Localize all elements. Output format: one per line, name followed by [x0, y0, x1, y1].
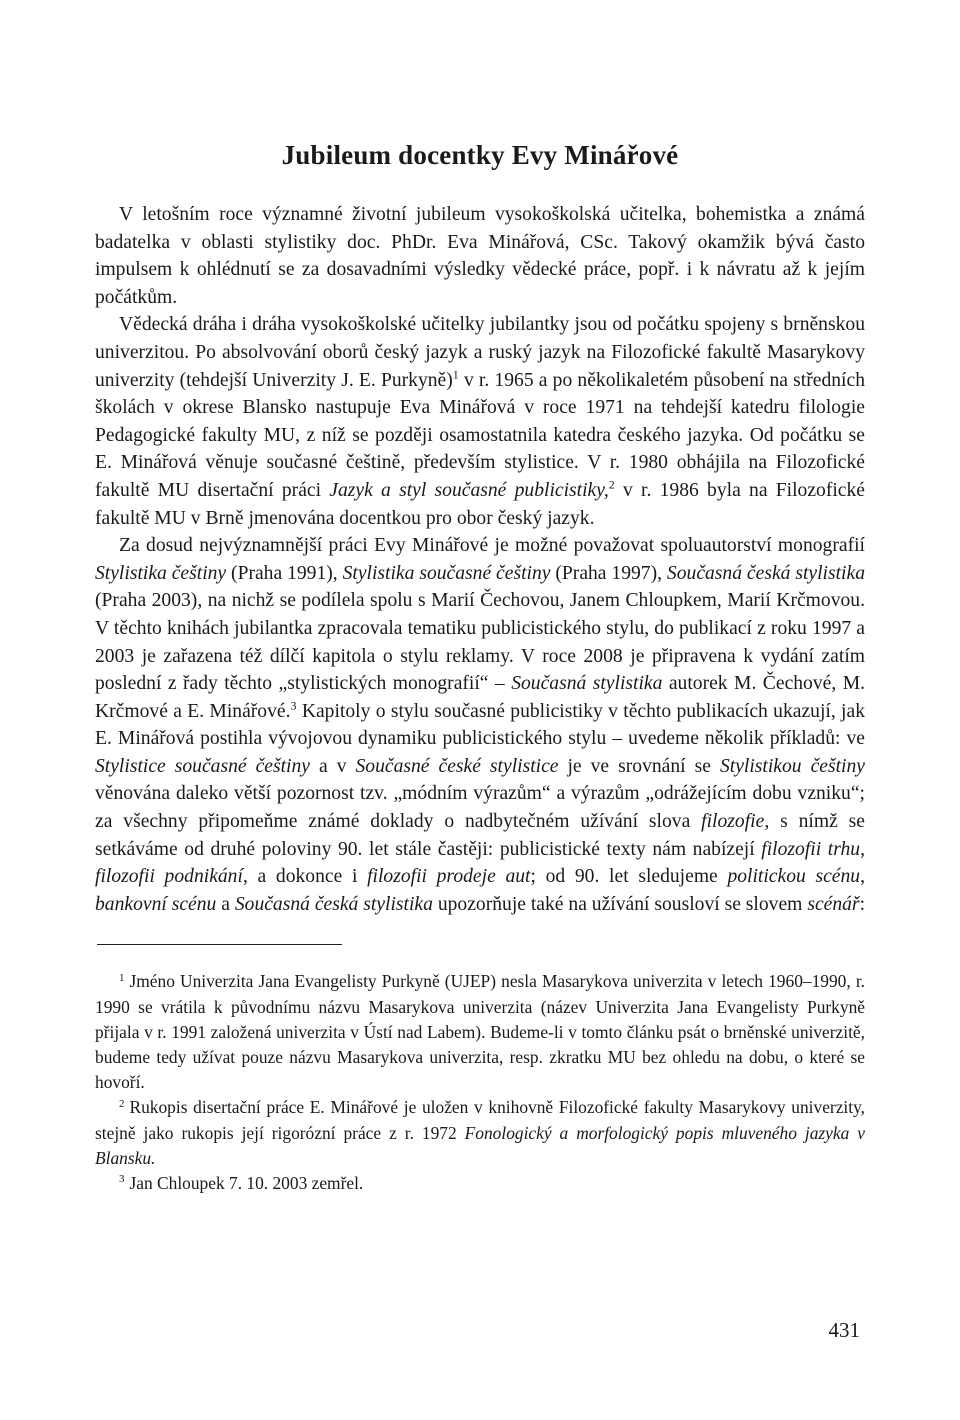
italic-text: Fonologický a morfologický popis mluveného jazyka v Blansku. [95, 1122, 865, 1168]
italic-text: Současná česká stylistika [666, 562, 865, 584]
text-run: je ve srovnání se [558, 755, 720, 777]
text-run: V letošním roce významné životní jubileum vysokoškolská učitelka, bohemistka a známá badatelka v oblasti stylistiky doc. PhDr. Eva Minářová, CSc. Takový okamžik bývá často impulsem k ohlédnutí se za dosavadními výsledky vědecké práce, popř. i k návratu až k jejím počátkům. [95, 204, 865, 308]
footnote-marker: 3 [119, 1173, 125, 1186]
text-run: (Praha 1997), [550, 562, 667, 584]
italic-text: politickou scénu [727, 866, 861, 888]
text-run: , a dokonce i [242, 866, 368, 888]
text-run: a v [309, 755, 356, 777]
text-run: a [216, 893, 235, 915]
text-run: ; od 90. let sledujeme [530, 866, 728, 888]
text-run: (Praha 2003), na nichž se podílela spolu s Marií Čechovou, Janem Chloupkem, Marií Krčmovou. V těchto knihách jubilantka zpracovala tematiku publicistického stylu, do publikací z roku 1997 a 2003 je zařazena též dílčí kapitola o stylu reklamy. V roce 2008 je připravena k vydání zatím poslední z řady těchto „stylistických monografií“ – [95, 590, 865, 695]
text-run: upozorňuje také na užívání sousloví se slovem [432, 893, 808, 915]
text-run: Kapitoly o stylu současné publicistiky v těchto publikacích ukazují, jak E. Minářová postihla vývojovou dynamiku publicistického stylu – uvedeme několik příkladů: ve [95, 700, 865, 750]
italic-text: scénář [807, 893, 860, 915]
text-run: autorek M. Čechové, M. Krčmové a E. Minářové. [95, 673, 866, 722]
footnote-marker: 3 [290, 698, 297, 713]
italic-text: bankovní scénu [95, 893, 217, 915]
text-run: , [860, 838, 865, 860]
article-body [95, 201, 865, 918]
italic-text: Současná stylistika [511, 673, 663, 695]
text-run: , [860, 866, 865, 888]
text-run: Jan Chloupek 7. 10. 2003 zemřel. [129, 1173, 364, 1194]
italic-text: Stylistika češtiny [95, 562, 227, 584]
footnote [95, 969, 865, 1095]
text-run: , s nímž se setkáváme od druhé poloviny 90. let stále častěji: publicistické texty nám nabízejí [95, 811, 865, 860]
footnote-marker: 2 [119, 1097, 125, 1110]
text-run: : [859, 893, 866, 915]
italic-text: filozofie [701, 811, 765, 833]
italic-text: filozofii prodeje aut [367, 866, 531, 888]
italic-text: Stylistika současné češtiny [342, 562, 551, 584]
article-title: Jubileum docentky Evy Minářové [281, 140, 679, 170]
footnote-marker: 1 [119, 971, 125, 984]
text-run: Za dosud nejvýznamnější práci Evy Minářové je možné považovat spoluautorství monografií [119, 535, 865, 557]
text-run: věnována daleko větší pozornost tzv. „módním výrazům“ a výrazům „odrážejícím dobu vzniku“; za všechny připomeňme známé doklady o nadbytečném užívání slova [95, 783, 865, 833]
footnotes [95, 969, 865, 1196]
paragraph [95, 201, 865, 311]
footnote [95, 1095, 865, 1171]
footnote-marker: 2 [608, 477, 615, 492]
footnote-marker: 1 [452, 367, 459, 382]
italic-text: Současná česká stylistika [234, 893, 433, 915]
text-run: v r. 1986 byla na Filozofické fakultě MU v Brně jmenována docentkou pro obor český jazyk. [95, 479, 865, 529]
text-run: Vědecká dráha i dráha vysokoškolské učitelky jubilantky jsou od počátku spojeny s brněnskou univerzitou. Po absolvování oborů český jazyk a ruský jazyk na Filozofické fakultě Masarykovy univerzity (tehdejší Univerzity J. E. Purkyně) [95, 314, 865, 391]
italic-text: Stylistice současné češtiny [95, 755, 310, 777]
italic-text: Současné české stylistice [355, 755, 559, 777]
text-run: Jméno Univerzita Jana Evangelisty Purkyně (UJEP) nesla Masarykova univerzita v letech 1960–1990, r. 1990 se vrátila k původnímu názvu Masarykova univerzita (název Univerzita Jana Evangelisty Purkyně přijala v r. 1991 založená univerzita v Ústí nad Labem). Budeme-li v tomto článku psát o brněnské univerzitě, budeme tedy užívat pouze názvu Masarykova univerzita, resp. zkratku MU bez ohledu na dobu, o které se hovoří. [95, 971, 865, 1093]
italic-text: Jazyk a styl současné publicistiky, [329, 479, 609, 501]
text-run: (Praha 1991), [226, 562, 343, 584]
footnote-separator [97, 944, 342, 945]
text-run: v r. 1965 a po několikaletém působení na středních školách v okrese Blansko nastupuje Eva Minářová v roce 1971 na tehdejší katedru filologie Pedagogické fakulty MU, z níž se později osamostatnila katedra českého jazyka. Od počátku se E. Minářová věnuje současné češtině, především stylistice. V r. 1980 obhájila na Filozofické fakultě MU disertační práci [95, 369, 865, 501]
page-number: 431 [828, 1318, 860, 1342]
text-run: Rukopis disertační práce E. Minářové je uložen v knihovně Filozofické fakulty Masarykovy univerzity, stejně jako rukopis její rigorózní práce z r. 1972 [95, 1097, 865, 1143]
paragraph [95, 311, 865, 532]
footnote [95, 1171, 865, 1196]
italic-text: Stylistikou češtiny [719, 755, 865, 777]
paragraph [95, 532, 865, 918]
italic-text: filozofii podnikání [95, 866, 243, 888]
italic-text: filozofii trhu [761, 838, 861, 860]
